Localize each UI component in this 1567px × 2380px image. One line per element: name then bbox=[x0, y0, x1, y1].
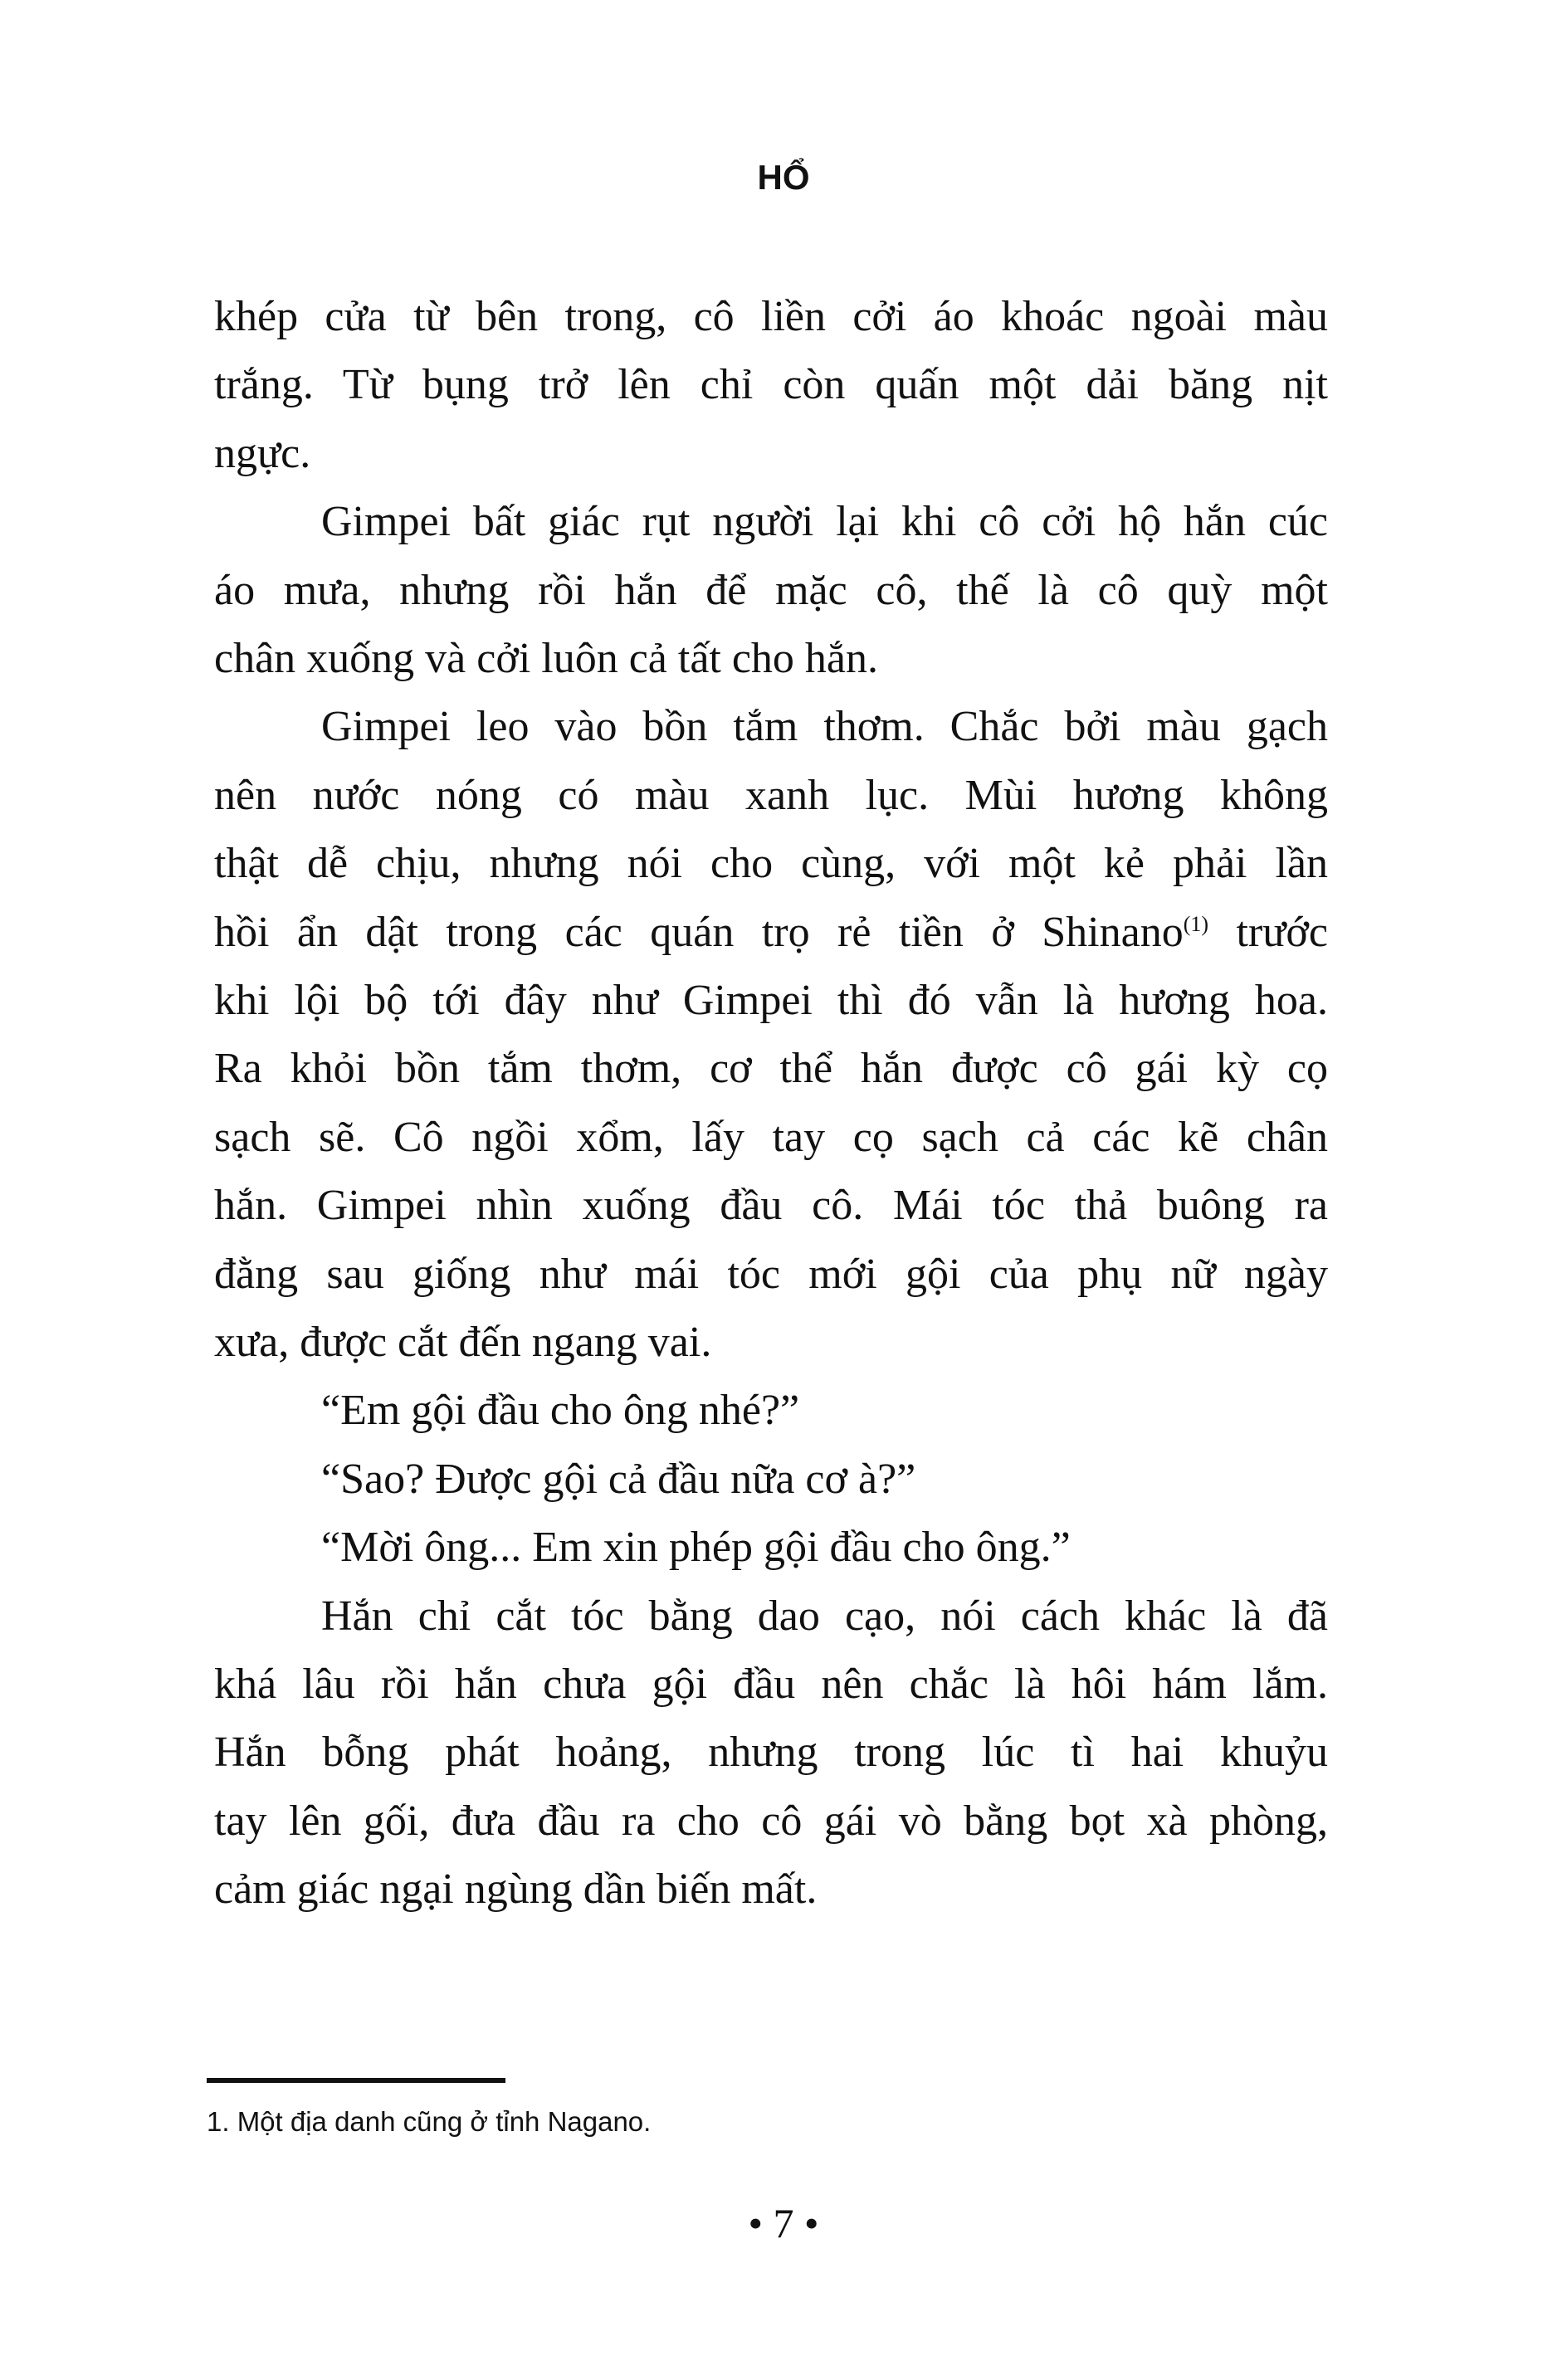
text-line-content: Gimpei leo vào bồn tắm thơm. Chắc bởi màu gạch bbox=[321, 703, 1328, 751]
text-line-content: khi lội bộ tới đây như Gimpei thì đó vẫn là hương hoa. bbox=[214, 977, 1328, 1024]
text-line bbox=[214, 1719, 1328, 1787]
text-line bbox=[321, 1377, 1328, 1445]
text-line bbox=[214, 557, 1328, 625]
text-line-content: “Sao? Được gội cả đầu nữa cơ à?” bbox=[321, 1455, 916, 1503]
text-line-content: sạch sẽ. Cô ngồi xổm, lấy tay cọ sạch cả các kẽ chân bbox=[214, 1113, 1328, 1161]
footnote-marker: (1) bbox=[1183, 911, 1209, 936]
text-line-content: hồi ẩn dật trong các quán trọ rẻ tiền ở Shinano bbox=[214, 908, 1184, 956]
text-line-content: đằng sau giống như mái tóc mới gội của phụ nữ ngày bbox=[214, 1250, 1328, 1298]
text-line bbox=[214, 351, 1328, 419]
page-number: • 7 • bbox=[748, 2200, 819, 2246]
text-line-content: Gimpei bất giác rụt người lại khi cô cởi hộ hắn cúc bbox=[321, 498, 1328, 546]
text-line-continuation: trước bbox=[1208, 908, 1329, 956]
text-line-content: khá lâu rồi hắn chưa gội đầu nên chắc là hôi hám lắm. bbox=[214, 1661, 1328, 1708]
text-line-content: thật dễ chịu, nhưng nói cho cùng, với một kẻ phải lần bbox=[214, 840, 1328, 888]
text-line bbox=[214, 967, 1328, 1035]
text-line bbox=[321, 1446, 1328, 1514]
text-line-content: nên nước nóng có màu xanh lục. Mùi hương không bbox=[214, 771, 1328, 819]
footnote: 1. Một địa danh cũng ở tỉnh Nagano. bbox=[207, 2106, 652, 2137]
text-line bbox=[214, 1035, 1328, 1103]
text-line-content: ngực. bbox=[214, 429, 311, 477]
text-line-content: tay lên gối, đưa đầu ra cho cô gái vò bằng bọt xà phòng, bbox=[214, 1797, 1328, 1845]
text-line-content: cảm giác ngại ngùng dần biến mất. bbox=[214, 1865, 818, 1914]
text-line-content: áo mưa, nhưng rồi hắn để mặc cô, thế là cô quỳ một bbox=[214, 566, 1328, 614]
text-line bbox=[214, 283, 1328, 351]
text-line-content: xưa, được cắt đến ngang vai. bbox=[214, 1319, 712, 1366]
text-line bbox=[321, 693, 1328, 761]
text-line bbox=[214, 1787, 1328, 1856]
text-line bbox=[214, 1172, 1328, 1240]
text-line bbox=[214, 1104, 1328, 1172]
text-line-content: trắng. Từ bụng trở lên chỉ còn quấn một dải băng nịt bbox=[214, 361, 1328, 409]
footnote-divider bbox=[207, 2078, 505, 2083]
text-line bbox=[214, 420, 1328, 488]
text-line bbox=[214, 1856, 1328, 1924]
text-line-content: “Mời ông... Em xin phép gội đầu cho ông.” bbox=[321, 1524, 1071, 1572]
text-line-content: Hắn chỉ cắt tóc bằng dao cạo, nói cách khác là đã bbox=[321, 1592, 1328, 1640]
text-line bbox=[214, 625, 1328, 693]
text-line bbox=[214, 1651, 1328, 1719]
text-line-content: chân xuống và cởi luôn cả tất cho hắn. bbox=[214, 635, 879, 682]
text-line-content: Hắn bỗng phát hoảng, nhưng trong lúc tì hai khuỷu bbox=[214, 1729, 1328, 1777]
text-line bbox=[214, 899, 1328, 967]
text-line bbox=[321, 488, 1328, 556]
text-line-content: khép cửa từ bên trong, cô liền cởi áo khoác ngoài màu bbox=[214, 293, 1328, 340]
text-line bbox=[214, 762, 1328, 830]
text-line-content: Ra khỏi bồn tắm thơm, cơ thể hắn được cô gái kỳ cọ bbox=[214, 1045, 1328, 1093]
text-line bbox=[321, 1583, 1328, 1651]
text-line-content: hắn. Gimpei nhìn xuống đầu cô. Mái tóc thả buông ra bbox=[214, 1182, 1328, 1230]
text-line-content: “Em gội đầu cho ông nhé?” bbox=[321, 1387, 800, 1435]
text-line bbox=[214, 1309, 1328, 1377]
text-line bbox=[214, 830, 1328, 898]
text-line bbox=[321, 1514, 1328, 1582]
running-header: HỔ bbox=[757, 158, 810, 197]
text-line bbox=[214, 1241, 1328, 1309]
